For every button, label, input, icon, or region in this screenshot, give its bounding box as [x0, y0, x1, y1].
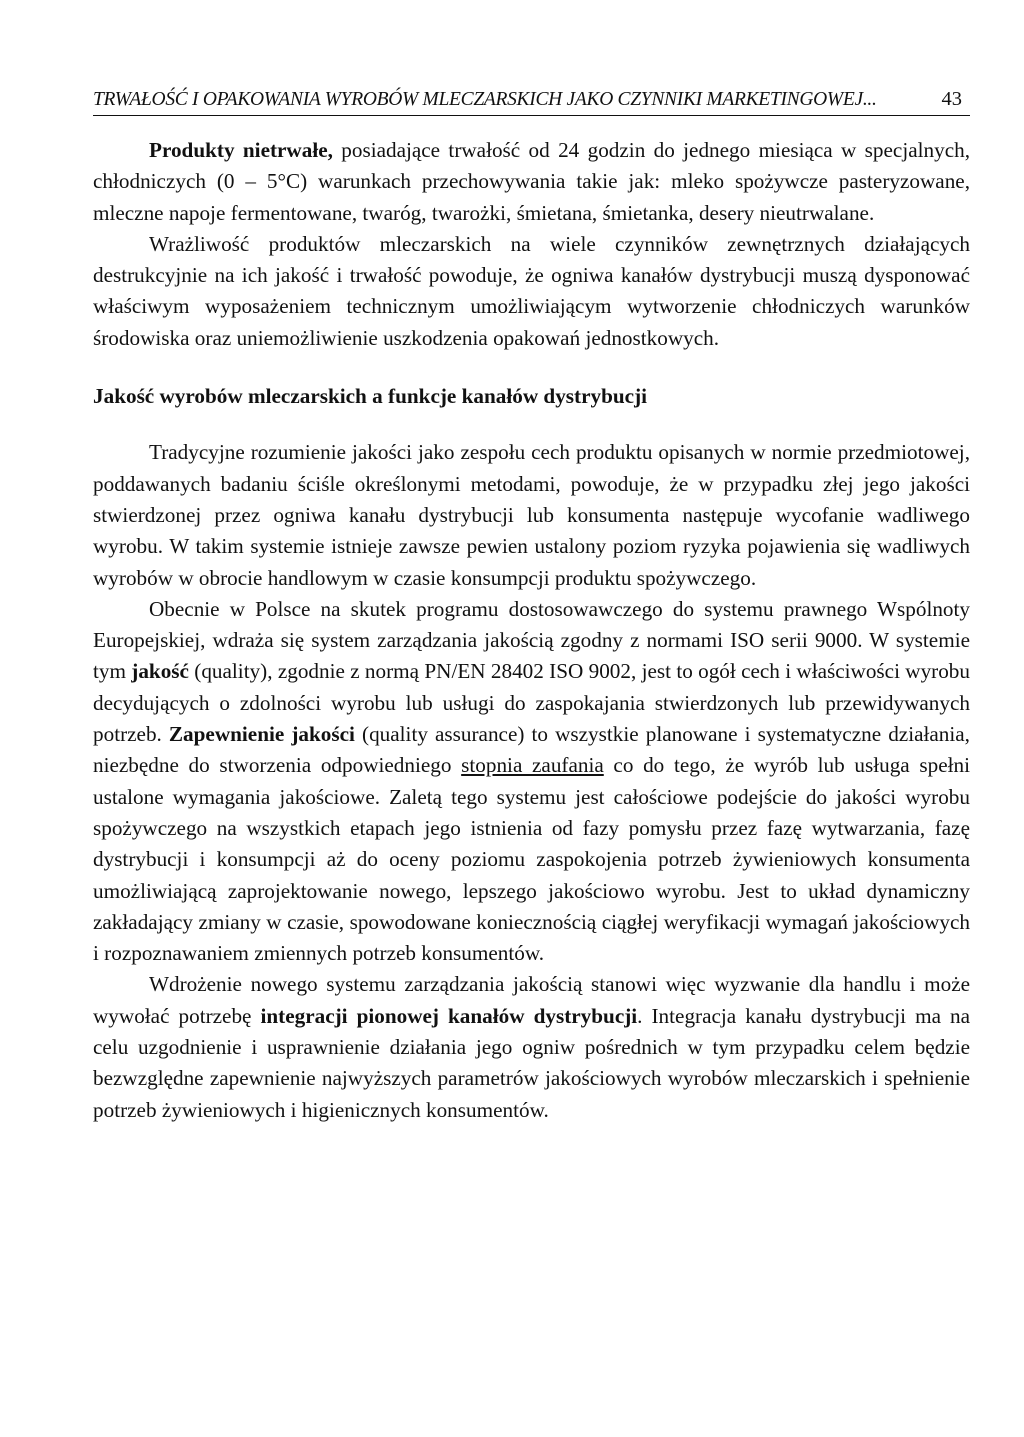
paragraph-traditional-quality — [93, 437, 970, 593]
paragraph-quality-system — [93, 594, 970, 970]
paragraph-text: Tradycyjne rozumienie jakości jako zespołu cech produktu opisanych w normie przedmiotowej, poddawanych badaniu ściśle określonymi metodami, powoduje, że w przypadku złej jego jakości stwierdzonej przez ogniwa kanału dystrybucji lub konsumenta następuje wycofanie wadliwego wyrobu. W takim systemie istnieje zawsze pewien ustalony poziom ryzyka pojawienia się wadliwych wyrobów w obrocie handlowym w czasie konsumpcji produktu spożywczego. — [93, 440, 970, 590]
underlined-term: stopnia zaufania — [461, 753, 604, 778]
running-header — [93, 88, 970, 116]
paragraph-vertical-integration — [93, 969, 970, 1125]
paragraph-text: posiadające trwałość od 24 godzin do jednego miesiąca w specjalnych, chłodniczych (0 – 5°C) warunkach przechowywania takie jak: mleko spożywcze pasteryzowane, mleczne napoje fermentowane, twaróg, twarożki, śmietana, śmietanka, desery nieutrwalane. — [93, 138, 970, 225]
paragraph-text: (quality), zgodnie z normą PN/EN 28402 ISO 9002, jest to ogół cech i właściwości wyrobu decydujących o zdolności wyrobu lub usługi do zaspokajania stwierdzonych lub przewidywanych potrzeb. — [93, 659, 970, 747]
bold-term-vertical-integration: integracji pionowej kanałów dystrybucji — [260, 1003, 638, 1028]
paragraph-perishable-products — [93, 135, 970, 229]
bold-term-quality-assurance: Zapewnienie jakości — [168, 722, 355, 747]
bold-term-perishable-products: Produkty nietrwałe, — [149, 138, 333, 162]
paragraph-text: . Integracja kanału dystrybucji ma na celu uzgodnienie i usprawnienie działania jego ogniw pośrednich w tym przypadku celem będzie bezwzględne zapewnienie najwyższych parametrów jakościowych wyrobów mleczarskich i spełnienie potrzeb żywieniowych i higienicznych konsumentów. — [93, 1003, 970, 1122]
bold-term-quality: jakość — [131, 659, 189, 684]
paragraph-sensitivity — [93, 229, 970, 354]
paragraph-text: (quality assurance) to wszystkie planowane i systematyczne działania, niezbędne do stworzenia odpowiedniego — [93, 722, 970, 778]
paragraph-text: co do tego, że wyrób lub usługa spełni ustalone wymagania jakościowe. Zaletą tego systemu jest całościowe podejście do jakości wyrobu spożywczego na wszystkich etapach jego istnienia od fazy pomysłu przez fazę wytwarzania, fazę dystrybucji i konsumpcji aż do oceny poziomu zaspokojenia potrzeb żywieniowych konsumenta umożliwiającą zaprojektowanie nowego, lepszego jakościowo wyrobu. Jest to układ dynamiczny zakładający zmiany w czasie, spowodowane koniecznością ciągłej weryfikacji wymagań jakościowych i rozpoznawaniem zmiennych potrzeb konsumentów. — [93, 753, 970, 966]
paragraph-text: Wrażliwość produktów mleczarskich na wiele czynników zewnętrznych działających destrukcyjnie na ich jakość i trwałość powoduje, że ogniwa kanałów dystrybucji muszą dysponować właściwym wyposażeniem technicznym umożliwiającym wytworzenie chłodniczych warunków środowiska oraz uniemożliwienie uszkodzenia opakowań jednostkowych. — [93, 231, 970, 350]
page-number: 43 — [941, 88, 962, 110]
running-title: TRWAŁOŚĆ I OPAKOWANIA WYROBÓW MLECZARSKICH JAKO CZYNNIKI MARKETINGOWEJ... — [93, 89, 877, 110]
paragraph-text: Wdrożenie nowego systemu zarządzania jakością stanowi więc wyzwanie dla handlu i może wywołać potrzebę — [93, 972, 970, 1028]
paragraph-text: Obecnie w Polsce na skutek programu dostosowawczego do systemu prawnego Wspólnoty Europejskiej, wdraża się system zarządzania jakością zgodny z normami ISO serii 9000. W systemie tym — [93, 596, 970, 684]
section-heading: Jakość wyrobów mleczarskich a funkcje kanałów dystrybucji — [93, 384, 648, 409]
document-page — [93, 88, 970, 1126]
